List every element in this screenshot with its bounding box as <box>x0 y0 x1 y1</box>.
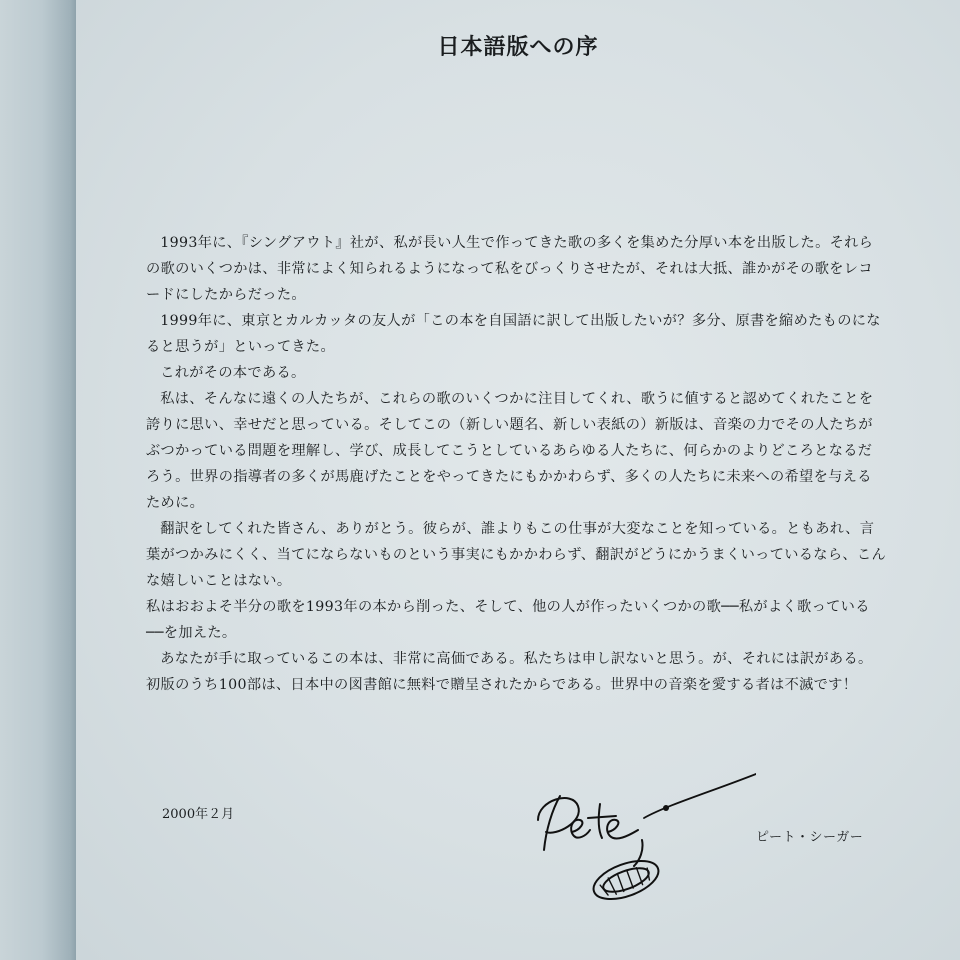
paragraph-4: 私は、そんなに遠くの人たちが、これらの歌のいくつかに注目してくれ、歌うに値すると認めてくれたことを誇りに思い、幸せだと思っている。そしてこの（新しい題名、新しい表紙の）新版は、音楽の力でその人たちがぶつかっている問題を理解し、学び、成長してこうとしているあらゆる人たちに、何らかのよりどころとなるだろう。世界の指導者の多くが馬鹿げたことをやってきたにもかかわらず、多くの人たちに未来への希望を与えるために。 <box>146 391 874 511</box>
pete-signature-with-banjo <box>516 760 756 910</box>
facing-page-edge <box>0 0 76 960</box>
paragraph-7: あなたが手に取っているこの本は、非常に高価である。私たちは申し訳ないと思う。が、それには訳がある。初版のうち100部は、日本中の図書館に無料で贈呈されたからである。世界中の音楽を愛する者は不滅です！ <box>146 651 873 693</box>
paragraph-2: 1999年に、東京とカルカッタの友人が「この本を自国語に訳して出版したいが？多分、原書を縮めたものになると思うが」といってきた。 <box>146 313 881 355</box>
paragraph-3: これがその本である。 <box>160 365 306 381</box>
book-page <box>76 0 960 960</box>
author-name: ピート・シーガー <box>756 830 864 845</box>
date-line: 2000年２月 <box>162 807 235 822</box>
paragraph-1: 1993年に、『シングアウト』社が、私が長い人生で作ってきた歌の多くを集めた分厚い本を出版した。それらの歌のいくつかは、非常によく知られるようになって私をびっくりさせたが、それは大抵、誰かがその歌をレコードにしたからだった。 <box>146 235 874 303</box>
preface-body <box>146 230 886 698</box>
paragraph-6: 私はおおよそ半分の歌を1993年の本から削った、そして、他の人が作ったいくつかの歌──私がよく歌っている──を加えた。 <box>146 599 870 641</box>
paragraph-5: 翻訳をしてくれた皆さん、ありがとう。彼らが、誰よりもこの仕事が大変なことを知っている。ともあれ、言葉がつかみにくく、当てにならないものという事実にもかかわらず、翻訳がどうにかうまくいっているなら、こんな嬉しいことはない。 <box>146 521 886 589</box>
page-heading: 日本語版への序 <box>437 34 599 60</box>
